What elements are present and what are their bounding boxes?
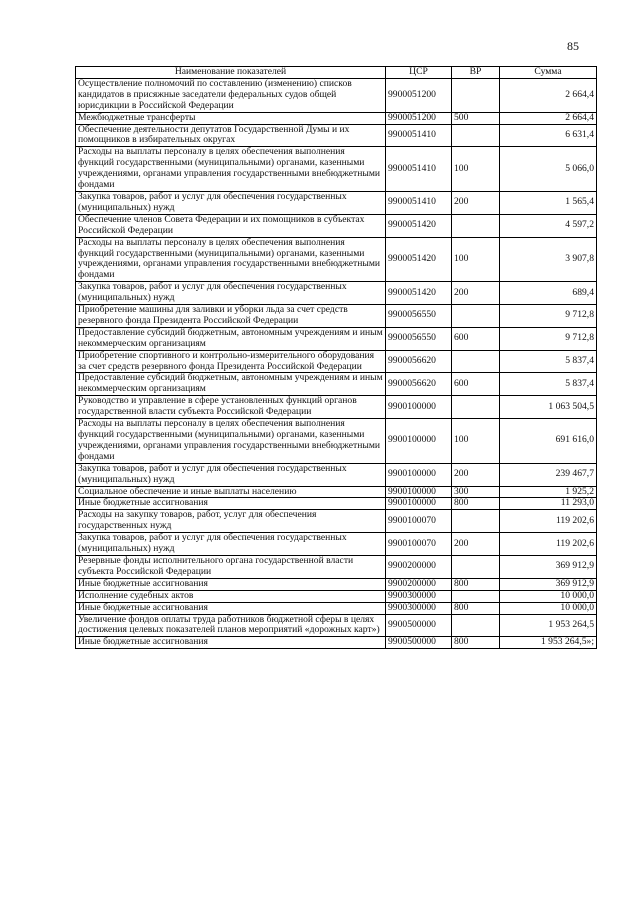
cell-name: Социальное обеспечение и иные выплаты населению — [76, 486, 386, 498]
table-row — [76, 637, 597, 649]
cell-csr: 9900056550 — [386, 327, 452, 350]
cell-sum: 239 467,7 — [500, 463, 597, 486]
cell-vr — [452, 555, 500, 578]
cell-csr: 9900051420 — [386, 237, 452, 282]
table-header-row — [76, 67, 597, 79]
cell-name: Руководство и управление в сфере установленных функций органов государственной власти субъекта Российской Федерации — [76, 396, 386, 419]
cell-csr: 9900200000 — [386, 555, 452, 578]
cell-sum: 10 000,0 — [500, 590, 597, 602]
cell-vr: 100 — [452, 419, 500, 464]
cell-sum: 369 912,9 — [500, 578, 597, 590]
cell-csr: 9900100000 — [386, 486, 452, 498]
table-row — [76, 510, 597, 533]
cell-vr: 500 — [452, 112, 500, 124]
cell-name: Закупка товаров, работ и услуг для обеспечения государственных (муниципальных) нужд — [76, 282, 386, 305]
cell-sum: 5 837,4 — [500, 350, 597, 373]
cell-csr: 9900300000 — [386, 590, 452, 602]
cell-sum: 3 907,8 — [500, 237, 597, 282]
cell-vr: 800 — [452, 602, 500, 614]
cell-vr — [452, 590, 500, 602]
cell-name: Иные бюджетные ассигнования — [76, 637, 386, 649]
cell-vr — [452, 510, 500, 533]
cell-csr: 9900056550 — [386, 305, 452, 328]
table-row — [76, 350, 597, 373]
cell-name: Обеспечение деятельности депутатов Государственной Думы и их помощников в избирательных округах — [76, 124, 386, 147]
cell-name: Предоставление субсидий бюджетным, автономным учреждениям и иным некоммерческим организациям — [76, 327, 386, 350]
cell-vr — [452, 214, 500, 237]
header-csr: ЦСР — [386, 67, 452, 79]
cell-name: Исполнение судебных актов — [76, 590, 386, 602]
table-row — [76, 498, 597, 510]
table-row — [76, 602, 597, 614]
cell-name: Обеспечение членов Совета Федерации и их помощников в субъектах Российской Федерации — [76, 214, 386, 237]
cell-sum: 9 712,8 — [500, 305, 597, 328]
table-row — [76, 578, 597, 590]
cell-name: Расходы на выплаты персоналу в целях обеспечения выполнения функций государственными (муниципальными) органами, казенными учреждениями, органами управления государственными внебюджетными фондами — [76, 147, 386, 192]
cell-sum: 11 293,0 — [500, 498, 597, 510]
cell-name: Закупка товаров, работ и услуг для обеспечения государственных (муниципальных) нужд — [76, 463, 386, 486]
cell-name: Увеличение фондов оплаты труда работников бюджетной сферы в целях достижения целевых показателей планов мероприятий «дорожных карт») — [76, 614, 386, 637]
cell-name: Расходы на закупку товаров, работ, услуг для обеспечения государственных нужд — [76, 510, 386, 533]
table-row — [76, 237, 597, 282]
cell-name: Закупка товаров, работ и услуг для обеспечения государственных (муниципальных) нужд — [76, 533, 386, 556]
cell-csr: 9900051420 — [386, 214, 452, 237]
cell-name: Расходы на выплаты персоналу в целях обеспечения выполнения функций государственными (муниципальными) органами, казенными учреждениями, органами управления государственными внебюджетными фондами — [76, 237, 386, 282]
table-row — [76, 305, 597, 328]
cell-csr: 9900051410 — [386, 124, 452, 147]
cell-sum: 689,4 — [500, 282, 597, 305]
table-row — [76, 282, 597, 305]
cell-vr: 200 — [452, 463, 500, 486]
cell-sum: 5 837,4 — [500, 373, 597, 396]
cell-name: Иные бюджетные ассигнования — [76, 498, 386, 510]
table-row — [76, 147, 597, 192]
table-row — [76, 191, 597, 214]
page-number: 85 — [567, 39, 579, 53]
cell-sum: 2 664,4 — [500, 112, 597, 124]
cell-csr: 9900500000 — [386, 637, 452, 649]
cell-name: Приобретение спортивного и контрольно-измерительного оборудования за счет средств резервного фонда Президента Российской Федерации — [76, 350, 386, 373]
table-row — [76, 214, 597, 237]
table-row — [76, 555, 597, 578]
cell-name: Расходы на выплаты персоналу в целях обеспечения выполнения функций государственными (муниципальными) органами, казенными учреждениями, органами управления государственными внебюджетными фондами — [76, 419, 386, 464]
table-row — [76, 373, 597, 396]
cell-vr: 800 — [452, 498, 500, 510]
cell-sum: 1 953 264,5»; — [500, 637, 597, 649]
cell-csr: 9900051200 — [386, 78, 452, 112]
cell-name: Межбюджетные трансферты — [76, 112, 386, 124]
header-name: Наименование показателей — [76, 67, 386, 79]
cell-vr — [452, 350, 500, 373]
cell-csr: 9900100000 — [386, 463, 452, 486]
cell-csr: 9900100000 — [386, 498, 452, 510]
cell-csr: 9900300000 — [386, 602, 452, 614]
cell-csr: 9900500000 — [386, 614, 452, 637]
cell-sum: 1 953 264,5 — [500, 614, 597, 637]
cell-name: Предоставление субсидий бюджетным, автономным учреждениям и иным некоммерческим организациям — [76, 373, 386, 396]
cell-csr: 9900100070 — [386, 533, 452, 556]
cell-vr — [452, 305, 500, 328]
cell-csr: 9900100000 — [386, 396, 452, 419]
cell-csr: 9900056620 — [386, 350, 452, 373]
cell-vr: 100 — [452, 237, 500, 282]
cell-sum: 369 912,9 — [500, 555, 597, 578]
table-row — [76, 419, 597, 464]
cell-csr: 9900051420 — [386, 282, 452, 305]
cell-vr: 800 — [452, 578, 500, 590]
cell-csr: 9900056620 — [386, 373, 452, 396]
cell-csr: 9900100070 — [386, 510, 452, 533]
cell-sum: 1 063 504,5 — [500, 396, 597, 419]
table-row — [76, 78, 597, 112]
cell-vr: 200 — [452, 533, 500, 556]
header-vr: ВР — [452, 67, 500, 79]
cell-vr — [452, 124, 500, 147]
cell-name: Закупка товаров, работ и услуг для обеспечения государственных (муниципальных) нужд — [76, 191, 386, 214]
cell-vr — [452, 614, 500, 637]
cell-name: Резервные фонды исполнительного органа государственной власти субъекта Российской Федерации — [76, 555, 386, 578]
cell-sum: 10 000,0 — [500, 602, 597, 614]
cell-csr: 9900200000 — [386, 578, 452, 590]
cell-name: Осуществление полномочий по составлению (изменению) списков кандидатов в присяжные заседатели федеральных судов общей юрисдикции в Российской Федерации — [76, 78, 386, 112]
cell-vr: 100 — [452, 147, 500, 192]
table-row — [76, 112, 597, 124]
cell-csr: 9900051200 — [386, 112, 452, 124]
cell-vr: 600 — [452, 373, 500, 396]
cell-csr: 9900051410 — [386, 191, 452, 214]
cell-sum: 5 066,0 — [500, 147, 597, 192]
cell-vr: 200 — [452, 191, 500, 214]
cell-csr: 9900051410 — [386, 147, 452, 192]
cell-sum: 119 202,6 — [500, 510, 597, 533]
table-row — [76, 396, 597, 419]
cell-sum: 4 597,2 — [500, 214, 597, 237]
table-row — [76, 124, 597, 147]
table-row — [76, 533, 597, 556]
cell-name: Иные бюджетные ассигнования — [76, 602, 386, 614]
cell-sum: 6 631,4 — [500, 124, 597, 147]
cell-vr: 600 — [452, 327, 500, 350]
cell-sum: 119 202,6 — [500, 533, 597, 556]
cell-vr: 300 — [452, 486, 500, 498]
cell-vr: 800 — [452, 637, 500, 649]
cell-name: Приобретение машины для заливки и уборки льда за счет средств резервного фонда Президента Российской Федерации — [76, 305, 386, 328]
table-row — [76, 590, 597, 602]
cell-sum: 691 616,0 — [500, 419, 597, 464]
budget-table — [75, 66, 597, 649]
header-sum: Сумма — [500, 67, 597, 79]
table-row — [76, 463, 597, 486]
table-row — [76, 486, 597, 498]
table-row — [76, 614, 597, 637]
cell-vr: 200 — [452, 282, 500, 305]
cell-sum: 9 712,8 — [500, 327, 597, 350]
cell-vr — [452, 396, 500, 419]
cell-sum: 1 925,2 — [500, 486, 597, 498]
cell-csr: 9900100000 — [386, 419, 452, 464]
cell-sum: 1 565,4 — [500, 191, 597, 214]
cell-vr — [452, 78, 500, 112]
cell-name: Иные бюджетные ассигнования — [76, 578, 386, 590]
table-row — [76, 327, 597, 350]
cell-sum: 2 664,4 — [500, 78, 597, 112]
